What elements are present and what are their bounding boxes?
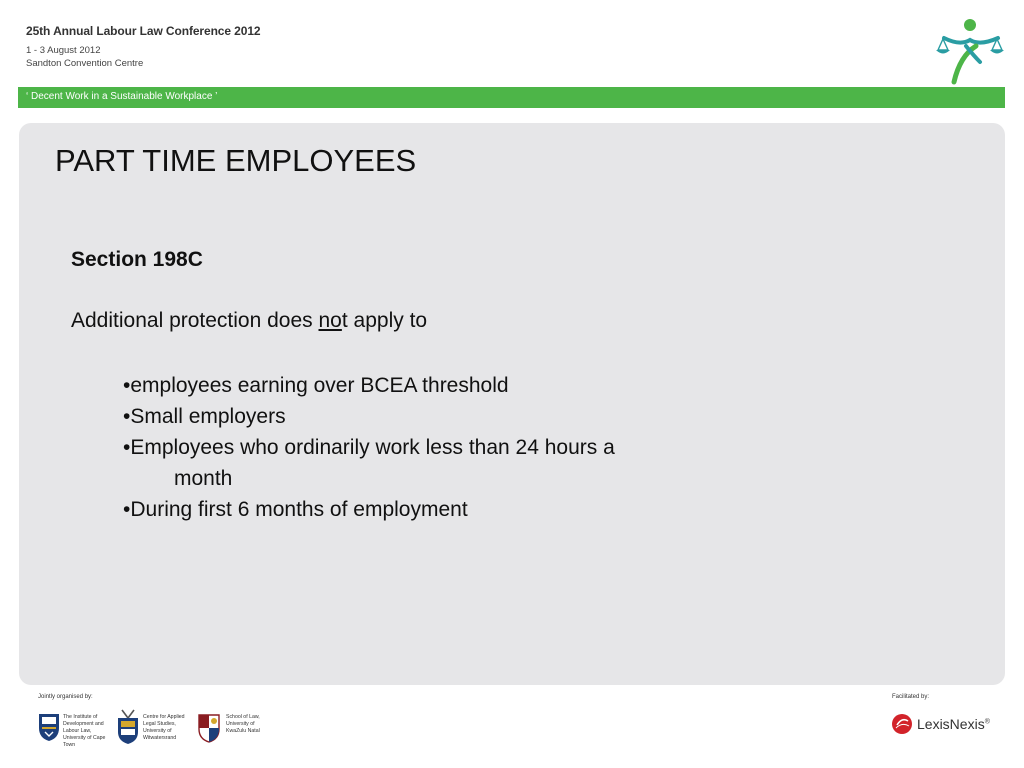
partner-wits-name: Centre for Applied Legal Studies, University of Witwatersrand	[143, 714, 185, 741]
intro-underlined: no	[318, 309, 342, 332]
content-panel	[19, 123, 1005, 685]
facilitator-word: LexisNexis	[917, 716, 985, 732]
bullet-list	[123, 370, 763, 525]
intro-text	[71, 309, 427, 333]
bullet-item: •During first 6 months of employment	[123, 498, 468, 521]
bullet-item	[123, 432, 735, 494]
intro-suffix: t apply to	[341, 309, 428, 332]
lexisnexis-mark-icon	[891, 713, 913, 735]
bullet-continuation: month	[174, 467, 233, 490]
lexisnexis-logo	[891, 713, 990, 735]
facilitator-name	[917, 716, 990, 732]
jointly-organised-label: Jointly organised by:	[38, 694, 93, 700]
bullet-text: •Employees who ordinarily work less than 24 hours a	[123, 436, 615, 459]
section-heading: Section 198C	[71, 248, 203, 271]
bullet-item: •employees earning over BCEA threshold	[123, 374, 509, 397]
conference-venue: Sandton Convention Centre	[26, 58, 144, 69]
ukzn-crest-icon	[196, 712, 222, 744]
slide-title: PART TIME EMPLOYEES	[55, 143, 417, 178]
scales-figure-icon	[936, 16, 1008, 86]
facilitated-by-label: Facilitated by:	[892, 694, 930, 700]
partner-ukzn-name: School of Law, University of KwaZulu Natal	[226, 714, 260, 734]
conference-tagline: ‘ Decent Work in a Sustainable Workplace ’	[26, 91, 218, 102]
conference-dates: 1 - 3 August 2012	[26, 45, 101, 56]
intro-prefix: Additional protection does	[71, 309, 319, 332]
conference-title: 25th Annual Labour Law Conference 2012	[26, 24, 261, 38]
footer	[0, 688, 1024, 768]
uct-crest-icon	[38, 712, 60, 742]
tagline-bar	[18, 87, 1005, 108]
facilitator-mark: ®	[984, 718, 990, 726]
bullet-item: •Small employers	[123, 405, 286, 428]
partner-uct-name: The Institute of Development and Labour Law, University of Cape Town	[63, 714, 106, 748]
wits-crest-icon	[116, 708, 140, 746]
